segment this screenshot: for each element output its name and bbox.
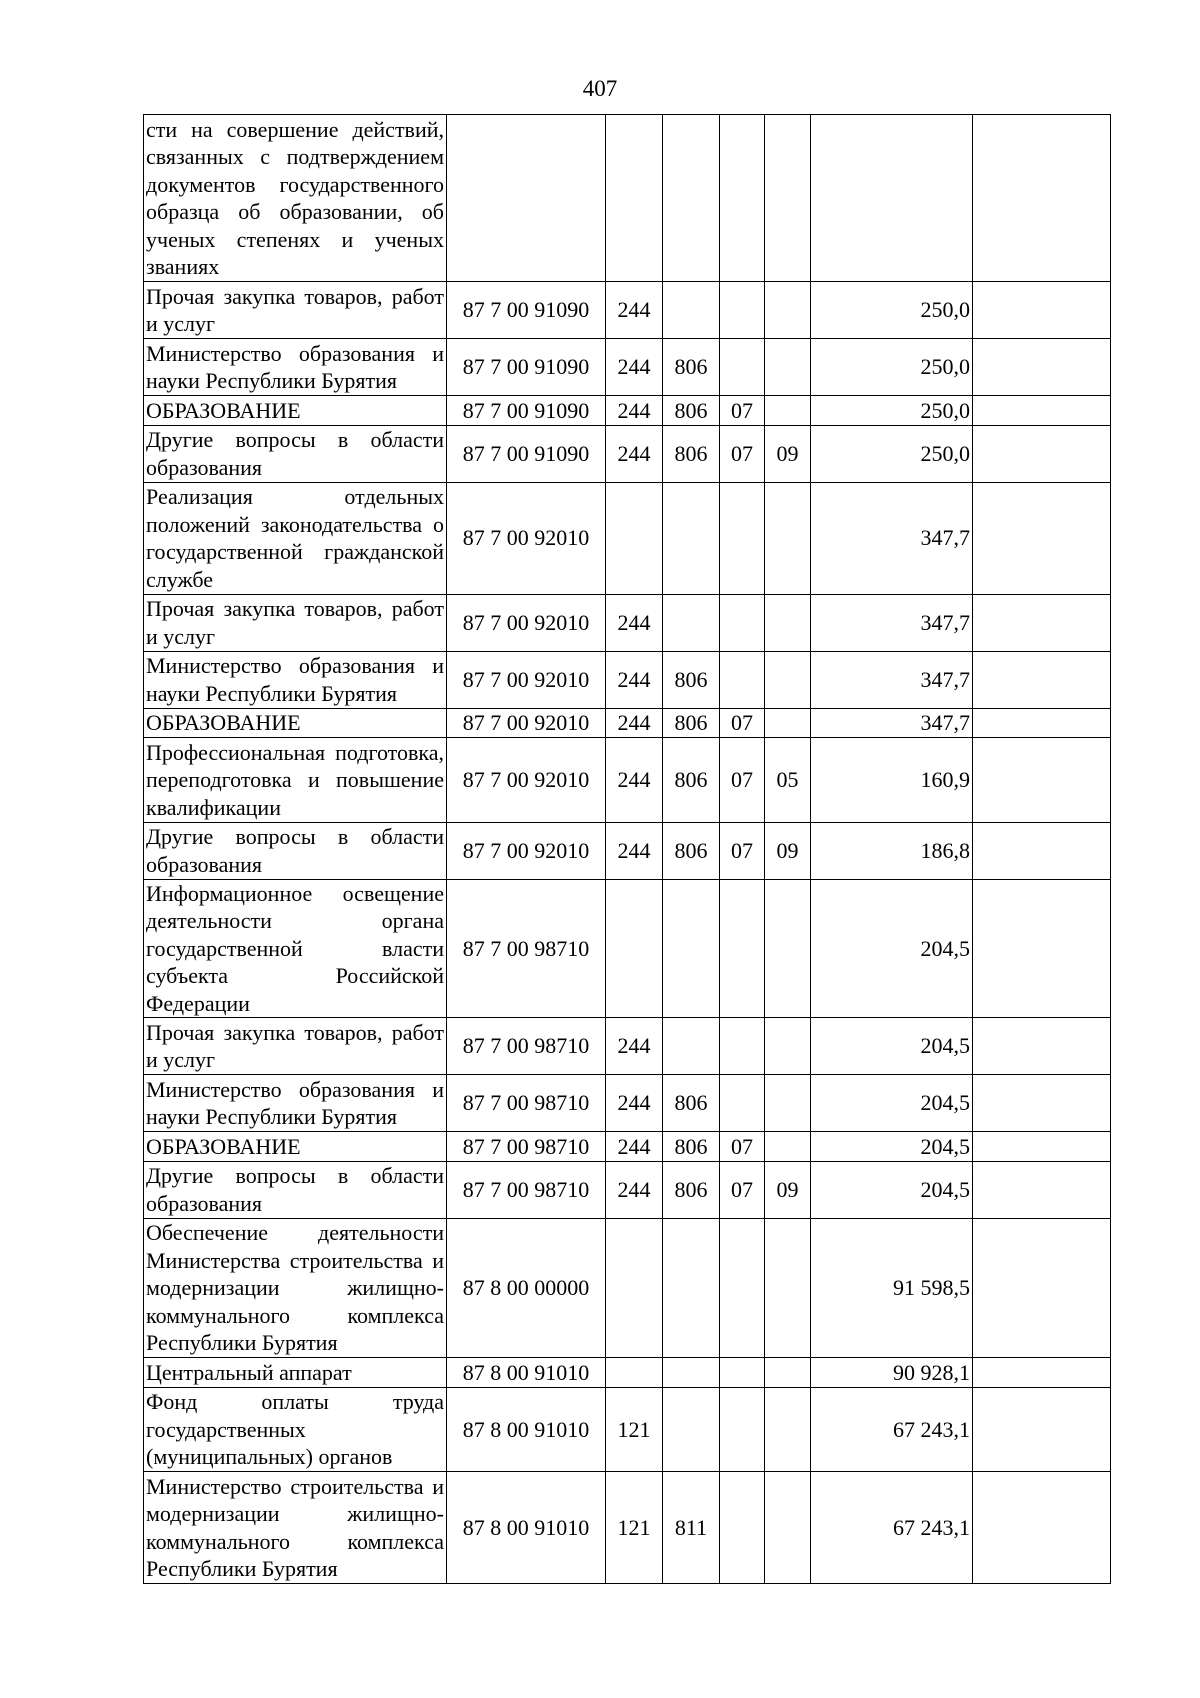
- subsection-cell: [765, 482, 811, 594]
- table-row: [144, 482, 1111, 594]
- item-name-cell: Прочая закупка товаров, работ и услуг: [144, 282, 447, 339]
- table-row: [144, 1132, 1111, 1162]
- expense-type-cell: [606, 879, 663, 1018]
- empty-cell: [973, 1358, 1111, 1388]
- subsection-cell: [765, 1387, 811, 1472]
- target-code-cell: 87 7 00 98710: [447, 1075, 606, 1132]
- expense-type-cell: 244: [606, 1132, 663, 1162]
- item-name-cell: ОБРАЗОВАНИЕ: [144, 708, 447, 738]
- target-code-cell: 87 7 00 92010: [447, 708, 606, 738]
- item-name-cell: Другие вопросы в области образования: [144, 425, 447, 482]
- section-cell: 07: [720, 396, 765, 426]
- empty-cell: [973, 1387, 1111, 1472]
- section-cell: 07: [720, 708, 765, 738]
- target-code-cell: 87 7 00 92010: [447, 738, 606, 823]
- item-name-cell: Другие вопросы в области образования: [144, 1161, 447, 1218]
- section-cell: [720, 115, 765, 282]
- amount-cell: 347,7: [811, 708, 973, 738]
- section-cell: [720, 1018, 765, 1075]
- ministry-code-cell: 806: [663, 1161, 720, 1218]
- target-code-cell: 87 7 00 91090: [447, 425, 606, 482]
- expense-type-cell: 244: [606, 339, 663, 396]
- subsection-cell: [765, 1132, 811, 1162]
- expense-type-cell: 244: [606, 282, 663, 339]
- ministry-code-cell: [663, 1218, 720, 1358]
- table-row: [144, 822, 1111, 879]
- section-cell: [720, 1472, 765, 1584]
- section-cell: 07: [720, 1161, 765, 1218]
- section-cell: [720, 1075, 765, 1132]
- empty-cell: [973, 425, 1111, 482]
- ministry-code-cell: 806: [663, 1132, 720, 1162]
- budget-table: [143, 114, 1111, 1584]
- ministry-code-cell: 806: [663, 822, 720, 879]
- subsection-cell: [765, 339, 811, 396]
- expense-type-cell: 244: [606, 651, 663, 708]
- amount-cell: 204,5: [811, 879, 973, 1018]
- target-code-cell: 87 8 00 91010: [447, 1387, 606, 1472]
- empty-cell: [973, 708, 1111, 738]
- subsection-cell: 09: [765, 425, 811, 482]
- amount-cell: 204,5: [811, 1161, 973, 1218]
- empty-cell: [973, 1075, 1111, 1132]
- table-row: [144, 738, 1111, 823]
- empty-cell: [973, 1218, 1111, 1358]
- expense-type-cell: [606, 1218, 663, 1358]
- empty-cell: [973, 282, 1111, 339]
- ministry-code-cell: 806: [663, 339, 720, 396]
- table-row: [144, 1161, 1111, 1218]
- expense-type-cell: [606, 482, 663, 594]
- amount-cell: 250,0: [811, 396, 973, 426]
- target-code-cell: 87 7 00 91090: [447, 396, 606, 426]
- empty-cell: [973, 738, 1111, 823]
- target-code-cell: 87 7 00 92010: [447, 822, 606, 879]
- amount-cell: [811, 115, 973, 282]
- table-row: [144, 1075, 1111, 1132]
- item-name-cell: Министерство образования и науки Республики Бурятия: [144, 1075, 447, 1132]
- section-cell: [720, 1387, 765, 1472]
- table-row: [144, 396, 1111, 426]
- amount-cell: 186,8: [811, 822, 973, 879]
- empty-cell: [973, 1018, 1111, 1075]
- table-row: [144, 1358, 1111, 1388]
- ministry-code-cell: [663, 282, 720, 339]
- amount-cell: 250,0: [811, 282, 973, 339]
- target-code-cell: 87 7 00 98710: [447, 1132, 606, 1162]
- target-code-cell: [447, 115, 606, 282]
- target-code-cell: 87 7 00 91090: [447, 282, 606, 339]
- subsection-cell: [765, 708, 811, 738]
- subsection-cell: [765, 879, 811, 1018]
- expense-type-cell: 244: [606, 738, 663, 823]
- expense-type-cell: 244: [606, 708, 663, 738]
- item-name-cell: Фонд оплаты труда государственных (муниципальных) органов: [144, 1387, 447, 1472]
- section-cell: [720, 482, 765, 594]
- item-name-cell: сти на совершение действий, связанных с подтверждением документов государственного образца об образовании, об ученых степенях и ученых званиях: [144, 115, 447, 282]
- section-cell: [720, 1218, 765, 1358]
- amount-cell: 250,0: [811, 339, 973, 396]
- ministry-code-cell: [663, 1387, 720, 1472]
- section-cell: 07: [720, 822, 765, 879]
- subsection-cell: [765, 115, 811, 282]
- ministry-code-cell: 806: [663, 396, 720, 426]
- item-name-cell: Профессиональная подготовка, переподготовка и повышение квалификации: [144, 738, 447, 823]
- empty-cell: [973, 115, 1111, 282]
- table-row: [144, 1218, 1111, 1358]
- item-name-cell: Другие вопросы в области образования: [144, 822, 447, 879]
- ministry-code-cell: [663, 1018, 720, 1075]
- amount-cell: 90 928,1: [811, 1358, 973, 1388]
- section-cell: 07: [720, 1132, 765, 1162]
- empty-cell: [973, 396, 1111, 426]
- subsection-cell: 09: [765, 1161, 811, 1218]
- table-row: [144, 425, 1111, 482]
- item-name-cell: ОБРАЗОВАНИЕ: [144, 1132, 447, 1162]
- expense-type-cell: 244: [606, 396, 663, 426]
- target-code-cell: 87 7 00 98710: [447, 879, 606, 1018]
- amount-cell: 204,5: [811, 1018, 973, 1075]
- amount-cell: 347,7: [811, 594, 973, 651]
- ministry-code-cell: 806: [663, 738, 720, 823]
- target-code-cell: 87 7 00 98710: [447, 1161, 606, 1218]
- table-row: [144, 708, 1111, 738]
- expense-type-cell: [606, 1358, 663, 1388]
- ministry-code-cell: 806: [663, 1075, 720, 1132]
- section-cell: [720, 651, 765, 708]
- item-name-cell: Центральный аппарат: [144, 1358, 447, 1388]
- ministry-code-cell: [663, 594, 720, 651]
- empty-cell: [973, 1161, 1111, 1218]
- expense-type-cell: 244: [606, 425, 663, 482]
- target-code-cell: 87 7 00 98710: [447, 1018, 606, 1075]
- item-name-cell: Обеспечение деятельности Министерства строительства и модернизации жилищно-коммунального комплекса Республики Бурятия: [144, 1218, 447, 1358]
- expense-type-cell: 121: [606, 1387, 663, 1472]
- table-row: [144, 651, 1111, 708]
- target-code-cell: 87 8 00 00000: [447, 1218, 606, 1358]
- ministry-code-cell: [663, 1358, 720, 1388]
- section-cell: 07: [720, 425, 765, 482]
- subsection-cell: [765, 594, 811, 651]
- ministry-code-cell: 811: [663, 1472, 720, 1584]
- subsection-cell: [765, 1218, 811, 1358]
- empty-cell: [973, 594, 1111, 651]
- section-cell: 07: [720, 738, 765, 823]
- section-cell: [720, 339, 765, 396]
- subsection-cell: [765, 1075, 811, 1132]
- amount-cell: 347,7: [811, 482, 973, 594]
- page-number: 407: [582, 76, 618, 101]
- subsection-cell: [765, 1472, 811, 1584]
- target-code-cell: 87 8 00 91010: [447, 1472, 606, 1584]
- amount-cell: 204,5: [811, 1075, 973, 1132]
- target-code-cell: 87 7 00 91090: [447, 339, 606, 396]
- amount-cell: 250,0: [811, 425, 973, 482]
- empty-cell: [973, 1472, 1111, 1584]
- item-name-cell: Прочая закупка товаров, работ и услуг: [144, 594, 447, 651]
- section-cell: [720, 594, 765, 651]
- subsection-cell: [765, 282, 811, 339]
- table-row: [144, 879, 1111, 1018]
- amount-cell: 347,7: [811, 651, 973, 708]
- subsection-cell: [765, 396, 811, 426]
- amount-cell: 67 243,1: [811, 1472, 973, 1584]
- item-name-cell: Министерство строительства и модернизации жилищно-коммунального комплекса Республики Бурятия: [144, 1472, 447, 1584]
- target-code-cell: 87 8 00 91010: [447, 1358, 606, 1388]
- item-name-cell: Министерство образования и науки Республики Бурятия: [144, 651, 447, 708]
- empty-cell: [973, 482, 1111, 594]
- subsection-cell: [765, 1358, 811, 1388]
- expense-type-cell: 244: [606, 1018, 663, 1075]
- expense-type-cell: 244: [606, 594, 663, 651]
- subsection-cell: 05: [765, 738, 811, 823]
- ministry-code-cell: [663, 482, 720, 594]
- ministry-code-cell: 806: [663, 425, 720, 482]
- expense-type-cell: 121: [606, 1472, 663, 1584]
- ministry-code-cell: [663, 879, 720, 1018]
- expense-type-cell: 244: [606, 822, 663, 879]
- expense-type-cell: 244: [606, 1075, 663, 1132]
- empty-cell: [973, 822, 1111, 879]
- item-name-cell: Прочая закупка товаров, работ и услуг: [144, 1018, 447, 1075]
- amount-cell: 67 243,1: [811, 1387, 973, 1472]
- table-row: [144, 282, 1111, 339]
- table-row: [144, 1472, 1111, 1584]
- section-cell: [720, 1358, 765, 1388]
- section-cell: [720, 282, 765, 339]
- item-name-cell: ОБРАЗОВАНИЕ: [144, 396, 447, 426]
- table-row: [144, 1018, 1111, 1075]
- amount-cell: 91 598,5: [811, 1218, 973, 1358]
- ministry-code-cell: [663, 115, 720, 282]
- empty-cell: [973, 1132, 1111, 1162]
- expense-type-cell: [606, 115, 663, 282]
- target-code-cell: 87 7 00 92010: [447, 594, 606, 651]
- ministry-code-cell: 806: [663, 708, 720, 738]
- subsection-cell: 09: [765, 822, 811, 879]
- empty-cell: [973, 651, 1111, 708]
- amount-cell: 204,5: [811, 1132, 973, 1162]
- section-cell: [720, 879, 765, 1018]
- table-row: [144, 339, 1111, 396]
- target-code-cell: 87 7 00 92010: [447, 651, 606, 708]
- table-row: [144, 1387, 1111, 1472]
- empty-cell: [973, 339, 1111, 396]
- expense-type-cell: 244: [606, 1161, 663, 1218]
- table-row: [144, 594, 1111, 651]
- ministry-code-cell: 806: [663, 651, 720, 708]
- subsection-cell: [765, 651, 811, 708]
- item-name-cell: Информационное освещение деятельности органа государственной власти субъекта Российской Федерации: [144, 879, 447, 1018]
- item-name-cell: Министерство образования и науки Республики Бурятия: [144, 339, 447, 396]
- subsection-cell: [765, 1018, 811, 1075]
- amount-cell: 160,9: [811, 738, 973, 823]
- item-name-cell: Реализация отдельных положений законодательства о государственной гражданской службе: [144, 482, 447, 594]
- target-code-cell: 87 7 00 92010: [447, 482, 606, 594]
- table-row: [144, 115, 1111, 282]
- empty-cell: [973, 879, 1111, 1018]
